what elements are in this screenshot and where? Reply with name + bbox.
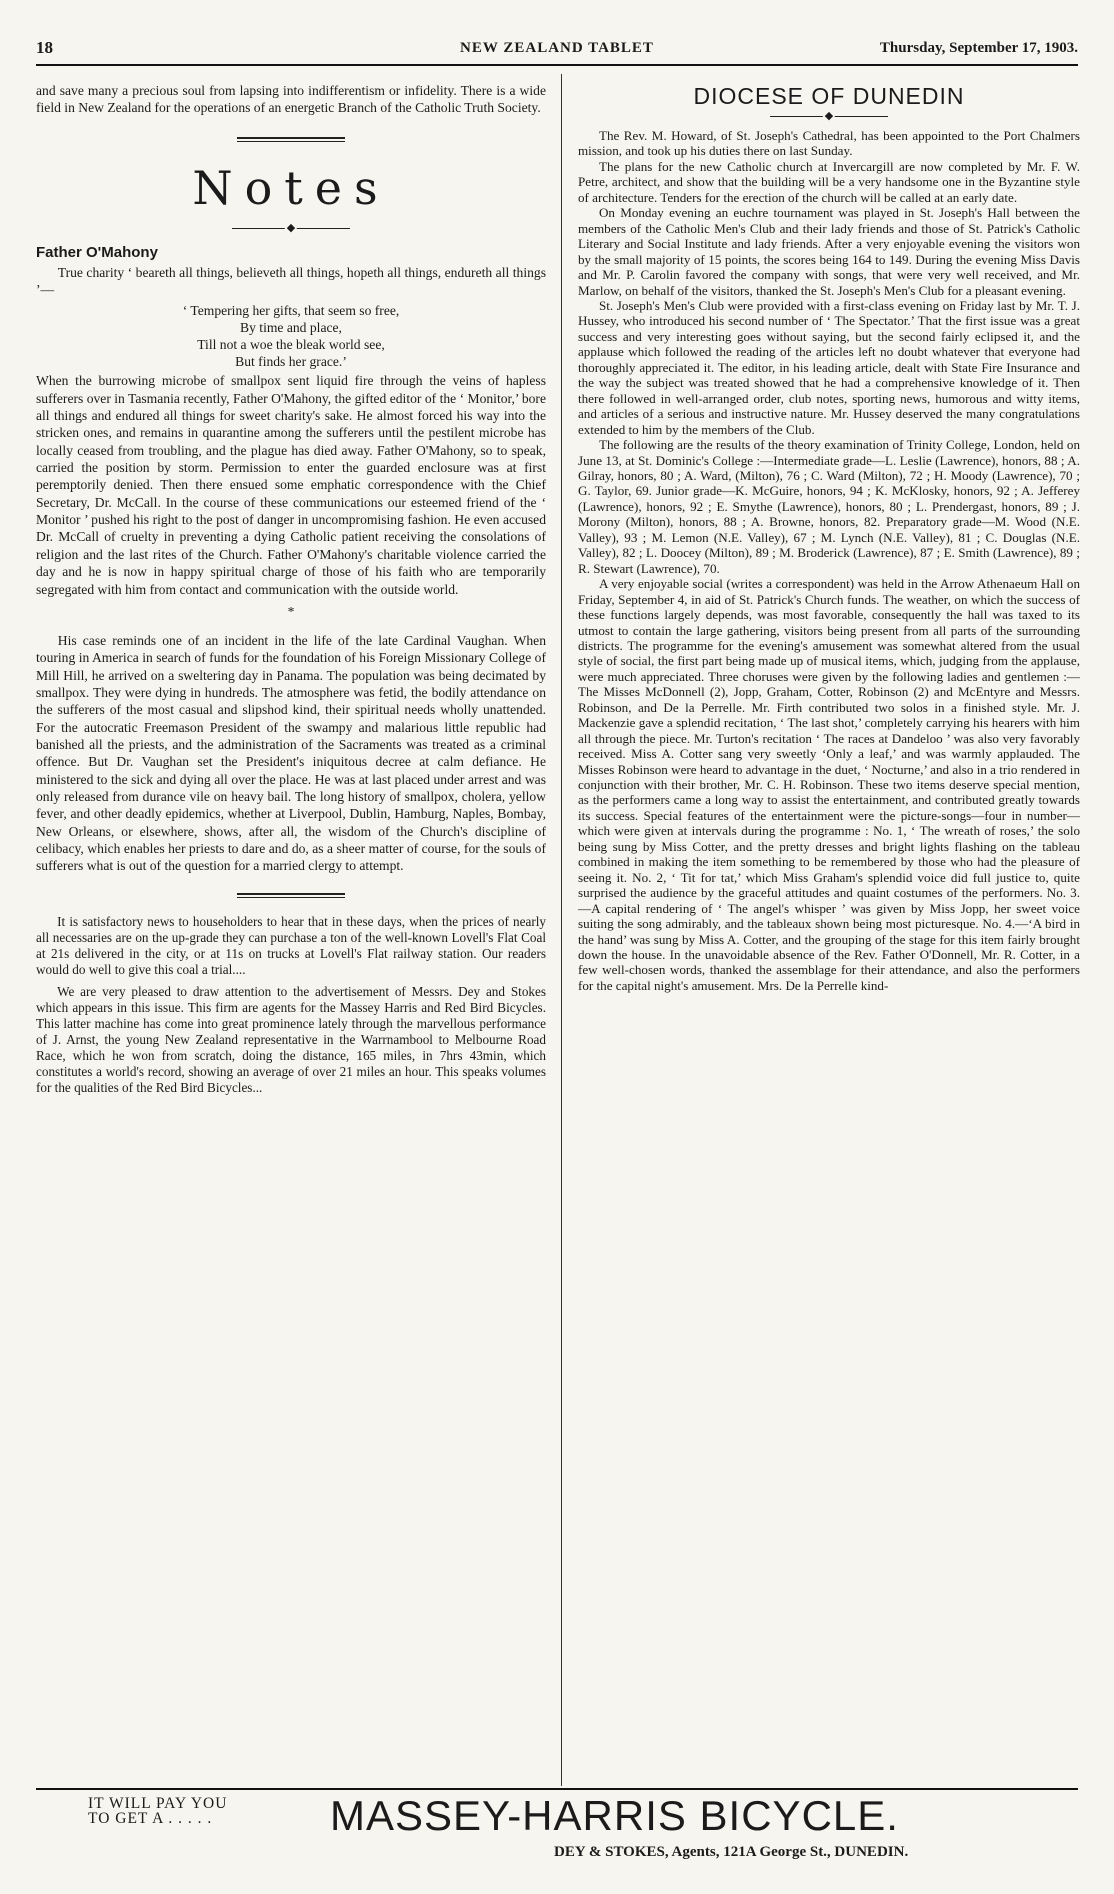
bicycle-paragraph: We are very pleased to draw attention to the advertisement of Messrs. Dey and Stokes which appears in this issue. This firm are agents for the Massey Harris and Red Bird Bicycles. This latter machine has come into great prominence lately through the marvellous performance of J. Arnst, the young New Zealand representative in the Warrnambool to Melbourne Road Race, which he won from scratch, doing the distance, 165 miles, in 7hrs 43min, which constitutes a world's record, showing an average of over 21 miles an hour. This speaks volumes for the qualities of the Red Bird Bicycles... [36, 983, 546, 1095]
paragraph: True charity ‘ beareth all things, believeth all things, hopeth all things, endureth all things ’— [36, 264, 546, 298]
paragraph: When the burrowing microbe of smallpox sent liquid fire through the veins of hapless sufferers over in Tasmania recently, Father O'Mahony, the gifted editor of the ‘ Monitor,’ bore all things and endured all things for sweet charity's sake. He almost forced his way into the stricken ones, and remains in quarantine among the sufferers until the pestilent microbe has locally ceased from troubling, and the plague has died away. Father O'Mahony, so to speak, carried the position by storm. Permission to enter the guarded enclosure was at first peremptorily denied. Then there ensued some emphatic correspondence with the Chief Secretary, Dr. McCall. In the course of these communications our esteemed friend of the ‘ Monitor ’ pushed his right to the post of danger in uncompromising fashion. He even accused Dr. McCall of cruelty in preventing a dying Catholic patient receiving the consolations of religion and the last rites of the Church. Father O'Mahony's charitable violence carried the day and he is now in happy spiritual charge of those of his faith who are temporarily segregated with him from contact and communication with the outside world. [36, 373, 546, 597]
ornament-divider [770, 112, 888, 122]
right-column [578, 82, 1080, 993]
ad-tagline-line: TO GET A . . . . . [88, 1810, 213, 1827]
ad-agents: DEY & STOKES, Agents, 121A George St., DUNEDIN. [554, 1844, 909, 1860]
section-heading-father-omahony: Father O'Mahony [36, 243, 158, 261]
ad-divider [36, 1788, 1078, 1790]
coal-paragraph: It is satisfactory news to householders to hear that in these days, when the prices of nearly all necessaries are on the up-grade they can purchase a ton of the well-known Lovell's Flat Coal at 21s delivered in the city, or at 11s on trucks at Lovell's Flat railway station. Our readers would do well to give this coal a trial.... [36, 913, 546, 977]
poem-line: By time and place, [240, 320, 342, 336]
column-divider [561, 74, 562, 1786]
ad-tagline [88, 1796, 227, 1826]
notes-title: Notes [192, 160, 390, 215]
section-divider [237, 137, 345, 142]
poem-line: ‘ Tempering her gifts, that seem so free, [182, 303, 400, 319]
paragraph: On Monday evening an euchre tournament was played in St. Joseph's Hall between the members of the Catholic Men's Club and their lady friends and those of St. Patrick's Catholic Literary and Social Institute and lady friends. After a very enjoyable evening the visitors won by the small majority of 15 points, the scores being 164 to 149. During the evening Miss Davis and Mr. P. Carolin favored the company with songs, that were very well received, and Mr. Marlow, on behalf of the visitors, thanked the St. Joseph's Men's Club for a pleasant evening. [578, 205, 1080, 298]
paragraph: A very enjoyable social (writes a correspondent) was held in the Arrow Athenaeum Hall on Friday, September 4, in aid of St. Patrick's Church funds. The weather, on which the success of these functions largely depends, was most favorable, consequently the hall was taxed to its utmost to contain the large gathering, visitors being present from all parts of the surrounding districts. The programme for the evening's amusement was somewhat altered from the usual style of social, the first part being made up of musical items, which, judging from the applause, were much appreciated. Three choruses were given by the following ladies and gentlemen :—The Misses McDonnell (2), Jopp, Graham, Cotter, Robinson (2) and McEntyre and Messrs. Robinson, and De la Perrelle. Mr. Firth contributed two solos in a finished style. Mr. J. Mackenzie gave a splendid recitation, ‘ The last shot,’ completely carrying his hearers with him all through the piece. Mr. Turton's recitation ‘ The races at Dandeloo ’ was also very favorably received. Miss A. Cotter sang very sweetly ‘Only a leaf,’ and was warmly applauded. The Misses Robinson were heard to advantage in the duet, ‘ Nocturne,’ and also in a trio rendered in conjunction with their brother, Mr. C. H. Robinson. These two items deserve special mention, as the performers came a long way to assist the entertainment, and contributed greatly towards its success. Special features of the entertainment were the picture-songs—four in number—which were given at intervals during the programme : No. 1, ‘ The wreath of roses,’ the solo being sung by Miss Cotter, and the pretty dresses and bright lights flashing on the tableau combined in making the item something to be remembered by those who had the pleasure of seeing it. No. 2, ‘ Tit for tat,’ which Miss Graham's splendid voice did full justice to, quite surprised the audience by the graceful attitudes and quaint costumes of the performers. No. 3.—A capital rendering of ‘ The angel's whisper ’ was given by Miss Jopp, her sweet voice suiting the song admirably, and the tableaux shown being most picturesque. No. 4.—‘A bird in the hand’ was sung by Miss A. Cotter, and the grouping of the stage for this item fairly brought down the house. In the unavoidable absence of the Rev. Father O'Donnell, Mr. R. Cotter, in a few well-chosen words, thanked the assemblage for their attendance, and also the performers for the capital night's amusement. Mrs. De la Perrelle kind- [578, 576, 1080, 993]
publication-title: NEW ZEALAND TABLET [460, 40, 654, 56]
diocese-title: DIOCESE OF DUNEDIN [693, 83, 965, 109]
paragraph: The plans for the new Catholic church at Invercargill are now completed by Mr. F. W. Petre, architect, and show that the building will be a very handsome one in the Byzantine style of architecture. Tenders for the erection of the church will be called at an early date. [578, 158, 1080, 205]
issue-date: Thursday, September 17, 1903. [879, 40, 1078, 56]
poem-line: Till not a woe the bleak world see, [197, 337, 385, 353]
page-header [36, 38, 1078, 66]
diamond-icon: ◆ [286, 221, 296, 234]
paragraph: The following are the results of the theory examination of Trinity College, London, held on June 13, at St. Dominic's College :—Intermediate grade—L. Leslie (Lawrence), honors, 88 ; A. Gilray, honors, 80 ; A. Ward, (Milton), 76 ; C. Ward (Milton), 72 ; H. Moody (Lawrence), 70 ; G. Taylor, 69. Junior grade—K. McGuire, honors, 94 ; K. McKlosky, honors, 92 ; A. Jefferey (Lawrence), honors, 92 ; E. Smythe (Lawrence), honors, 80 ; L. Prendergast, honors, 89 ; J. Morony (Milton), honors, 88 ; A. Browne, honors, 82. Preparatory grade—M. Wood (N.E. Valley), 93 ; M. Lemon (N.E. Valley), 67 ; M. Lynch (N.E. Valley), 81 ; C. Douglas (N.E. Valley), 82 ; L. Doocey (Milton), 89 ; M. Broderick (Lawrence), 87 ; E. Smith (Lawrence), 89 ; R. Stewart (Lawrence), 70. [578, 437, 1080, 576]
paragraph: St. Joseph's Men's Club were provided with a first-class evening on Friday last by Mr. T. J. Hussey, who introduced his second number of ‘ The Spectator.’ That the first issue was a great success and very interesting goes without saying, but the second fairly eclipsed it, and the applause which followed the reading of the articles left no doubt whatever that everyone had thoroughly appreciated it. The editor, in his leading article, dealt with State Fire Insurance and the way the subject was treated showed that he had a comprehensive knowledge of it. Then there followed in well-arranged order, club notes, sporting news, humorous and witty items, and articles of a serious and instructive nature. Mr. Hussey deserved the many congratulations extended to him by the members of the Club. [578, 297, 1080, 437]
ornament-divider [232, 221, 350, 234]
ad-headline: MASSEY-HARRIS BICYCLE. [330, 1792, 899, 1839]
diamond-icon: ◆ [824, 110, 834, 122]
advertisement [36, 1794, 1078, 1874]
page-number: 18 [36, 38, 53, 57]
paragraph: His case reminds one of an incident in the life of the late Cardinal Vaughan. When touring in America in search of funds for the foundation of his Foreign Missionary College of Mill Hill, he arrived on a sweltering day in Panama. The population was being decimated by smallpox. They were dying in hundreds. The atmosphere was fetid, the bodily attendance on the sufferers of the most casual and slipshod kind, their spiritual needs wholly unattended. For the autocratic Freemason President of the swampy and malarious little republic had banished all the priests, and the administration of the Sacraments was treated as a criminal offence. But Dr. Vaughan set the President's iniquitous decree at calm defiance. He ministered to the sick and dying all over the place. He was at last placed under arrest and was only released from durance vile on heavy bail. The long history of smallpox, cholera, yellow fever, and other deadly epidemics, whether at Liverpool, Dublin, Hamburg, Naples, Bombay, New Orleans, or elsewhere, shows, after all, the wisdom of the Church's discipline of celibacy, which enables her priests to dare and do, as a sheer matter of course, for the souls of sufferers what is out of the question for a married clergy to attempt. [36, 632, 546, 874]
poem-line: But finds her grace.’ [235, 354, 347, 370]
ad-tagline-line: IT WILL PAY YOU [88, 1795, 228, 1812]
left-column [36, 82, 546, 1096]
poem-quote [36, 302, 546, 370]
paragraph: The Rev. M. Howard, of St. Joseph's Cathedral, has been appointed to the Port Chalmers mission, and took up his duties there on last Sunday. [578, 128, 1080, 159]
intro-paragraph: and save many a precious soul from lapsing into indifferentism or infidelity. There is a wide field in New Zealand for the operations of an energetic Branch of the Catholic Truth Society. [36, 83, 546, 116]
asterism: * [287, 603, 295, 619]
section-divider [237, 893, 345, 898]
